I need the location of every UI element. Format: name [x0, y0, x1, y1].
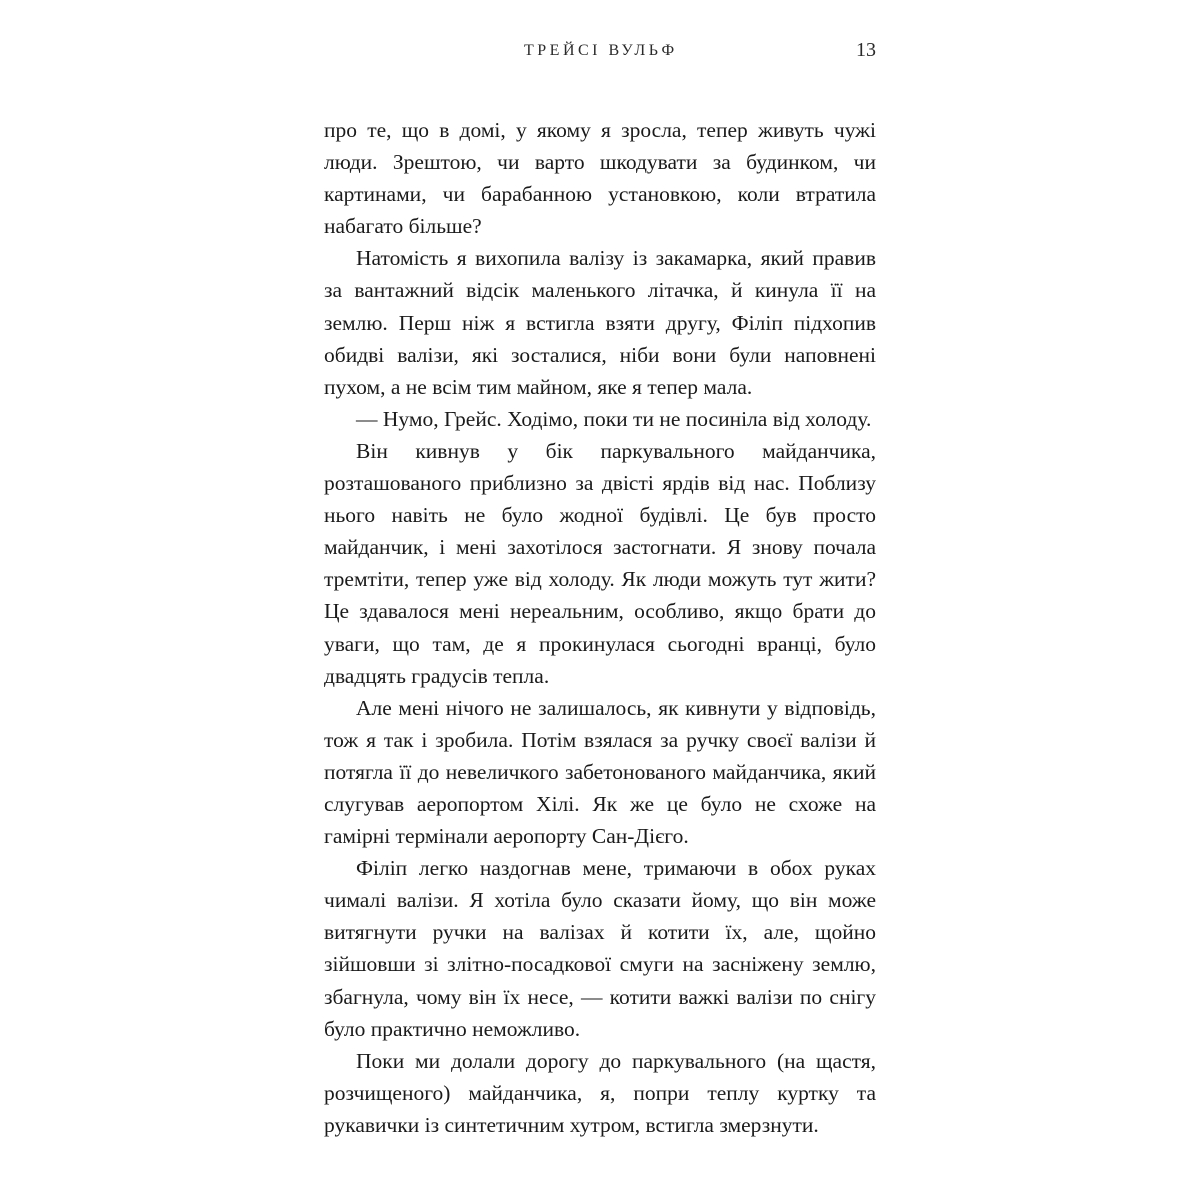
paragraph: Натомість я вихопила валізу із закамарка, який правив за вантажний відсік маленького літачка, й кинула її на землю. Перш ніж я встигла взяти другу, Філіп підхопив обидві валізи, які зосталися, ніби вони були наповнені пухом, а не всім тим майном, яке я тепер мала.	[324, 246, 876, 399]
body-text	[324, 114, 876, 1141]
paragraph: про те, що в домі, у якому я зросла, тепер живуть чужі люди. Зрештою, чи варто шкодувати за будинком, чи картинами, чи барабанною установкою, коли втратила набагато більше?	[324, 118, 876, 239]
paragraph: Поки ми долали дорогу до паркувального (на щастя, розчищеного) майданчика, я, попри теплу куртку та рукавички із синтетичним хутром, встигла змерзнути.	[324, 1048, 876, 1137]
paragraph: Філіп легко наздогнав мене, тримаючи в обох руках чималі валізи. Я хотіла було сказати йому, що він може витягнути ручки на валізах й котити їх, але, щойно зійшовши зі злітно-посадкової смуги на засніжену землю, збагнула, чому він їх несе, — котити важкі валізи по снігу було практично неможливо.	[324, 856, 876, 1041]
page-number: 13	[856, 39, 876, 61]
dialogue-paragraph: — Нумо, Грейс. Ходімо, поки ти не посиніла від холоду.	[356, 406, 872, 431]
running-head	[324, 40, 876, 70]
paragraph: Але мені нічого не залишалось, як кивнути у відповідь, тож я так і зробила. Потім взялася за ручку своєї валізи й потягла її до невеличкого забетонованого майданчика, який слугував аеропортом Хілі. Як же це було не схоже на гамірні термінали аеропорту Сан-Дієго.	[324, 695, 876, 849]
running-head-author: ТРЕЙСІ ВУЛЬФ	[524, 42, 678, 59]
paragraph: Він кивнув у бік паркувального майданчика, розташованого приблизно за двісті ярдів від нас. Поблизу нього навіть не було жодної будівлі. Це був просто майданчик, і мені захотілося застогнати. Я знову почала тремтіти, тепер уже від холоду. Як люди можуть тут жити? Це здавалося мені нереальним, особливо, якщо брати до уваги, що там, де я прокинулася сьогодні вранці, було двадцять градусів тепла.	[324, 438, 876, 688]
